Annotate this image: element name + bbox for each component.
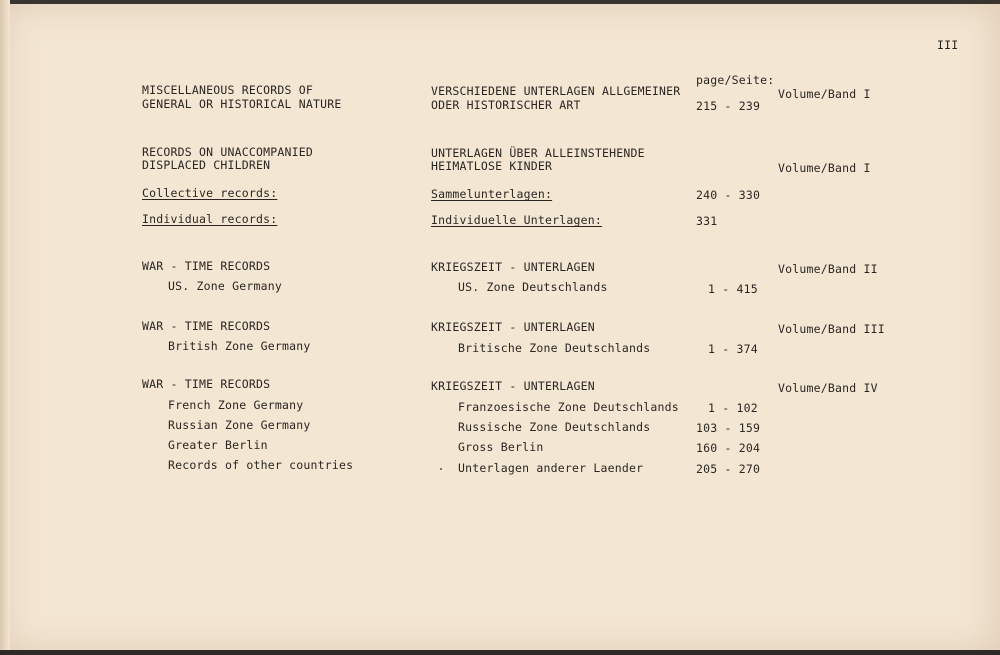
war-british-de-sub: Britische Zone Deutschlands — [458, 341, 651, 355]
page-column-header: page/Seite: — [696, 73, 775, 87]
misc-en-line2: GENERAL OR HISTORICAL NATURE — [142, 97, 342, 111]
collective-de: Sammelunterlagen: — [431, 187, 553, 201]
top-edge — [0, 0, 1000, 4]
misc-en-line1: MISCELLANEOUS RECORDS OF — [142, 83, 313, 97]
war-british-pages: 1 - 374 — [708, 342, 758, 356]
war-other-de-title: KRIEGSZEIT - UNTERLAGEN — [431, 379, 595, 393]
war-other-row-pages: 205 - 270 — [696, 462, 761, 476]
war-other-row-en: Greater Berlin — [168, 438, 268, 452]
misc-pages: 215 - 239 — [696, 99, 761, 113]
war-other-row-de: Russische Zone Deutschlands — [458, 420, 651, 434]
children-en-line2: DISPLACED CHILDREN — [142, 158, 271, 172]
war-us-de-title: KRIEGSZEIT - UNTERLAGEN — [431, 260, 595, 274]
war-other-row-de: Unterlagen anderer Laender — [458, 461, 644, 475]
war-british-volume: Volume/Band III — [778, 322, 885, 336]
war-us-volume: Volume/Band II — [778, 262, 878, 276]
war-other-row-en: Records of other countries — [168, 458, 354, 472]
collective-en: Collective records: — [142, 186, 278, 200]
war-other-row-de: Franzoesische Zone Deutschlands — [458, 400, 679, 414]
page-number: III — [937, 38, 959, 52]
war-other-row-de: Gross Berlin — [458, 440, 544, 454]
children-de-line2: HEIMATLOSE KINDER — [431, 159, 553, 173]
misc-de-line1: VERSCHIEDENE UNTERLAGEN ALLGEMEINER — [431, 84, 681, 98]
war-us-de-sub: US. Zone Deutschlands — [458, 280, 608, 294]
left-fold — [0, 0, 10, 655]
misc-de-line2: ODER HISTORISCHER ART — [431, 98, 581, 112]
misc-volume: Volume/Band I — [778, 87, 871, 101]
war-other-en-title: WAR - TIME RECORDS — [142, 377, 271, 391]
children-volume: Volume/Band I — [778, 161, 871, 175]
war-us-en-sub: US. Zone Germany — [168, 279, 282, 293]
war-other-row-pages: 103 - 159 — [696, 421, 761, 435]
children-en-line1: RECORDS ON UNACCOMPANIED — [142, 145, 313, 159]
individual-en: Individual records: — [142, 212, 278, 226]
stray-mark — [440, 468, 442, 470]
bottom-edge — [0, 650, 1000, 655]
war-other-row-en: Russian Zone Germany — [168, 418, 311, 432]
individual-de: Individuelle Unterlagen: — [431, 213, 602, 227]
war-other-row-en: French Zone Germany — [168, 398, 304, 412]
collective-pages: 240 - 330 — [696, 188, 761, 202]
individual-pages: 331 — [696, 214, 718, 228]
war-other-row-pages: 160 - 204 — [696, 441, 761, 455]
children-de-line1: UNTERLAGEN ÜBER ALLEINSTEHENDE — [431, 146, 645, 160]
war-us-pages: 1 - 415 — [708, 282, 758, 296]
war-british-de-title: KRIEGSZEIT - UNTERLAGEN — [431, 320, 595, 334]
war-us-en-title: WAR - TIME RECORDS — [142, 259, 271, 273]
war-british-en-title: WAR - TIME RECORDS — [142, 319, 271, 333]
war-british-en-sub: British Zone Germany — [168, 339, 311, 353]
war-other-row-pages: 1 - 102 — [708, 401, 758, 415]
war-other-volume: Volume/Band IV — [778, 381, 878, 395]
